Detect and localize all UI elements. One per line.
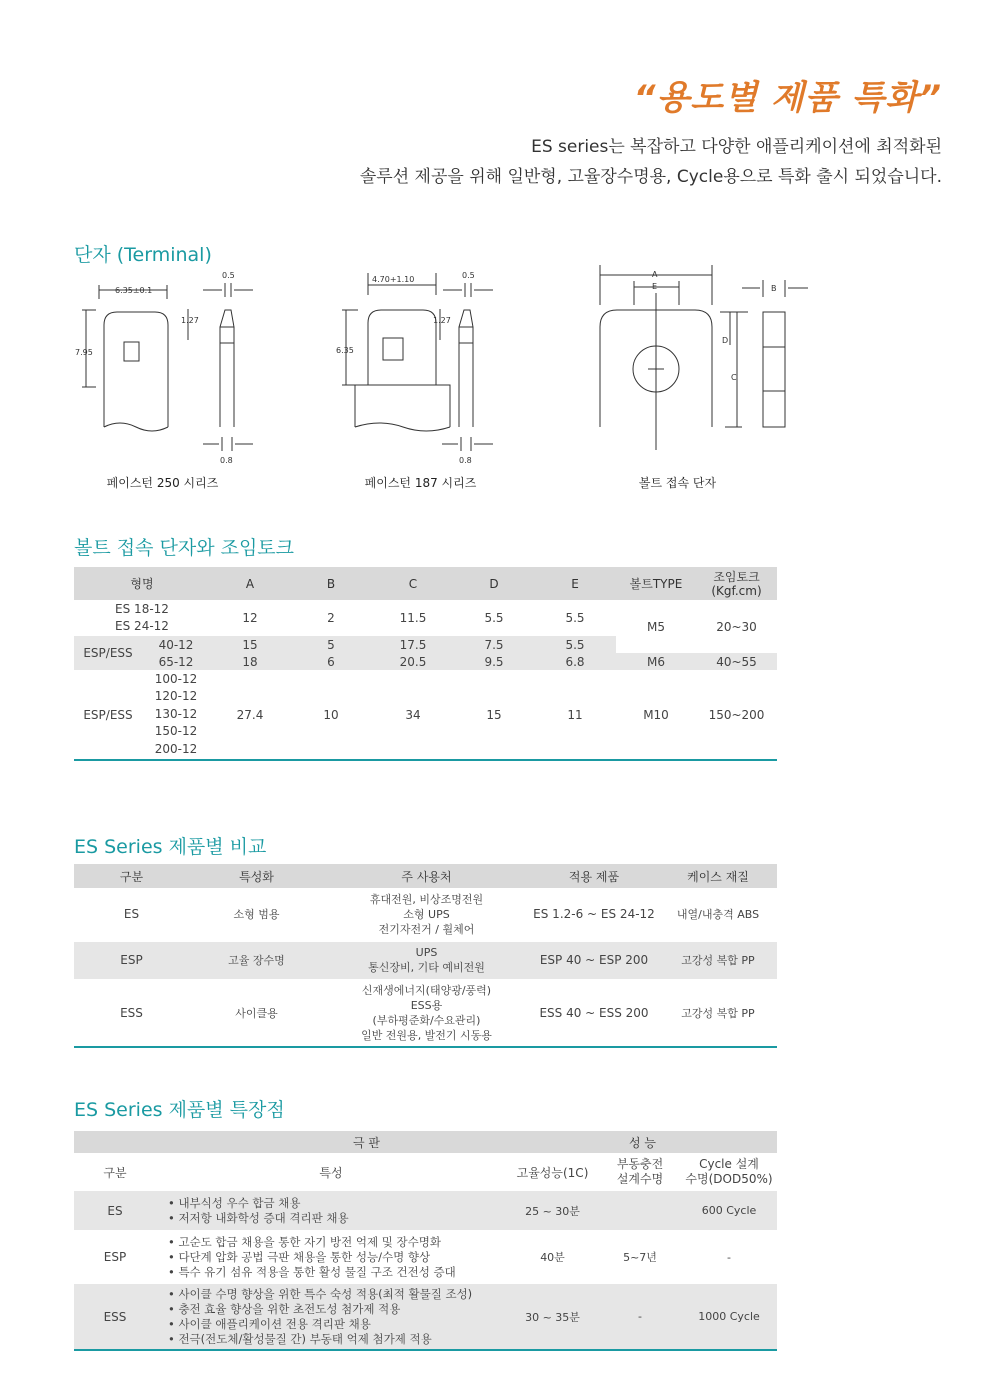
ft-ess-rate: 30 ~ 35분 xyxy=(525,1310,580,1324)
cell-65-a: 18 xyxy=(242,654,258,669)
f250-height-label: 7.95 xyxy=(75,348,93,357)
f250-tip-label: 1.27 xyxy=(181,316,199,325)
cmp-esp-type: ESP xyxy=(120,953,143,968)
ft-esp-cycle: - xyxy=(727,1250,731,1264)
cell-m10-torque: 150~200 xyxy=(708,707,765,722)
cmp-esp-feature: 고율 장수명 xyxy=(228,954,285,968)
torque-table xyxy=(74,567,777,761)
cmp-ess-usage-4: 일반 전원용, 발전기 시동용 xyxy=(361,1028,492,1042)
ft-es-traits xyxy=(156,1191,506,1230)
ft-es-rate: 25 ~ 30분 xyxy=(525,1204,580,1218)
cell-es-e: 5.5 xyxy=(565,611,585,625)
cell-large-group: ESP/ESS xyxy=(83,707,133,722)
cell-40-b: 5 xyxy=(327,637,335,652)
caption-faston-187: 페이스턴 187 시리즈 xyxy=(364,476,477,490)
terminal-drawings xyxy=(70,265,830,475)
bolt-dim-d: D xyxy=(722,336,729,345)
compare-row-esp xyxy=(74,941,777,979)
terminal-section-title: 단자 (Terminal) xyxy=(74,244,212,266)
cell-m6-bolt: M6 xyxy=(647,654,665,669)
cmp-esp-case: 고강성 복합 PP xyxy=(681,954,755,968)
cmp-esp-product: ESP 40 ~ ESP 200 xyxy=(539,953,649,968)
cmp-ess-usage xyxy=(324,979,529,1047)
cmp-es-feature: 소형 범용 xyxy=(233,908,280,922)
features-header-row xyxy=(74,1153,777,1191)
th-torque xyxy=(696,567,777,600)
th-d: D xyxy=(489,576,499,591)
th-f-float-2: 설계수명 xyxy=(616,1172,664,1186)
ft-ess-trait-4: • 전극(전도체/활성물질 간) 부동태 억제 첨가제 적용 xyxy=(168,1331,432,1346)
th-usage: 주 사용처 xyxy=(401,869,452,884)
cmp-ess-type: ESS xyxy=(120,1005,143,1020)
th-f-cycle-1: Cycle 설계 xyxy=(699,1157,759,1171)
ft-es-type: ES xyxy=(107,1203,123,1218)
th-case: 케이스 재질 xyxy=(687,869,749,884)
cell-large-c: 34 xyxy=(405,707,421,722)
cmp-ess-usage-3: (부하평준화/수요관리) xyxy=(372,1013,481,1027)
f187-height-label: 6.35 xyxy=(336,346,354,355)
compare-header-row xyxy=(74,864,777,888)
model-65-12: 65-12 xyxy=(158,654,194,669)
cell-es-a: 12 xyxy=(242,611,258,625)
caption-bolt-terminal: 볼트 접속 단자 xyxy=(638,476,717,490)
cmp-es-product: ES 1.2-6 ~ ES 24-12 xyxy=(533,907,655,922)
compare-row-es xyxy=(74,888,777,941)
ft-es-trait-1: • 내부식성 우수 합금 채용 xyxy=(168,1195,301,1210)
th-a: A xyxy=(245,576,255,591)
ft-ess-float: - xyxy=(638,1310,642,1323)
ft-es-cycle: 600 Cycle xyxy=(701,1204,757,1217)
th-model: 형명 xyxy=(130,577,154,591)
model-40-12: 40-12 xyxy=(158,637,194,652)
cell-65-d: 9.5 xyxy=(484,654,504,669)
th-f-type: 구분 xyxy=(103,1165,127,1180)
f187-tip-label: 1.27 xyxy=(433,316,451,325)
cmp-es-type: ES xyxy=(123,907,140,922)
ft-esp-rate: 40분 xyxy=(540,1251,565,1264)
faston-187-drawing xyxy=(336,271,493,465)
th-group-plate: 극 판 xyxy=(353,1135,380,1150)
compare-table xyxy=(74,864,777,1048)
th-f-cycle-2: 수명(DOD50%) xyxy=(685,1172,773,1186)
ft-esp-traits xyxy=(156,1230,506,1284)
model-120-12: 120-12 xyxy=(154,689,198,704)
cell-m6-torque: 40~55 xyxy=(716,654,757,669)
cmp-ess-feature: 사이클용 xyxy=(235,1006,278,1020)
ft-ess-trait-2: • 충전 효율 향상을 위한 초전도성 첨가제 적용 xyxy=(168,1301,401,1316)
th-f-cycle xyxy=(681,1153,777,1191)
model-es24: ES 24-12 xyxy=(115,619,169,633)
th-torque-unit: (Kgf.cm) xyxy=(711,583,762,598)
th-e: E xyxy=(571,576,579,591)
cmp-es-usage-2: 소형 UPS xyxy=(403,907,450,921)
faston-250-drawing xyxy=(75,271,253,465)
th-f-rate: 고율성능(1C) xyxy=(516,1165,589,1180)
caption-faston-250: 페이스턴 250 시리즈 xyxy=(106,476,219,490)
cell-65-e: 6.8 xyxy=(565,654,585,669)
cell-m10-bolt: M10 xyxy=(643,707,669,722)
ft-esp-float: 5~7년 xyxy=(623,1251,657,1264)
compare-row-ess xyxy=(74,979,777,1047)
features-section-title: ES Series 제품별 특장점 xyxy=(74,1099,285,1121)
cmp-ess-usage-1: 신재생에너지(태양광/풍력) xyxy=(361,983,492,997)
cmp-ess-usage-2: ESS용 xyxy=(410,998,443,1012)
cell-es-d: 5.5 xyxy=(484,611,504,625)
features-group-row xyxy=(74,1131,777,1153)
th-c: C xyxy=(408,576,418,591)
th-bolt-type: 볼트TYPE xyxy=(629,577,683,591)
page-title: “용도별 제품 특화” xyxy=(633,78,942,118)
ft-esp-trait-3: • 특수 유기 섬유 적용을 통한 활성 물질 구조 건전성 증대 xyxy=(168,1264,456,1279)
cmp-ess-case: 고강성 복합 PP xyxy=(681,1006,755,1020)
ft-ess-traits xyxy=(156,1284,506,1350)
cell-40-e: 5.5 xyxy=(565,637,585,652)
intro-line-1: ES series는 복잡하고 다양한 애플리케이션에 최적화된 xyxy=(531,137,942,157)
model-200-12: 200-12 xyxy=(154,741,198,756)
cell-es-models xyxy=(74,600,210,636)
model-150-12: 150-12 xyxy=(154,724,198,739)
bolt-dim-b: B xyxy=(771,284,777,293)
th-feature: 특성화 xyxy=(239,869,274,884)
torque-row-esp-65 xyxy=(74,653,777,670)
f250-width-label: 6.35±0.1 xyxy=(115,286,153,295)
ft-esp-trait-1: • 고순도 합금 채용을 통한 자기 방전 억제 및 장수명화 xyxy=(168,1234,441,1249)
cell-es-b: 2 xyxy=(327,611,335,625)
f187-width-label: 4.70+1.10 xyxy=(372,275,415,284)
f187-thick-bottom: 0.8 xyxy=(459,456,472,465)
cmp-esp-usage xyxy=(324,941,529,979)
f187-thick-top: 0.5 xyxy=(462,271,475,280)
features-row-es xyxy=(74,1191,777,1230)
compare-section-title: ES Series 제품별 비교 xyxy=(74,836,267,858)
cmp-ess-product: ESS 40 ~ ESS 200 xyxy=(539,1005,649,1020)
cell-65-b: 6 xyxy=(327,654,335,669)
cell-large-b: 10 xyxy=(323,707,339,722)
torque-header-row xyxy=(74,567,777,600)
cell-65-c: 20.5 xyxy=(399,654,427,669)
model-130-12: 130-12 xyxy=(154,706,198,721)
th-product: 적용 제품 xyxy=(568,869,620,884)
f250-thick-top: 0.5 xyxy=(222,271,235,280)
ft-ess-trait-3: • 사이클 애플리케이션 전용 격리판 채용 xyxy=(168,1316,371,1331)
ft-ess-cycle: 1000 Cycle xyxy=(698,1310,760,1323)
cell-40-a: 15 xyxy=(242,637,258,652)
ft-ess-trait-1: • 사이클 수명 향상을 위한 특수 숙성 적용(최적 활물질 조성) xyxy=(168,1286,473,1301)
torque-row-esp-large xyxy=(74,670,777,760)
ft-esp-trait-2: • 다단계 압화 공법 극판 채용을 통한 성능/수명 향상 xyxy=(168,1249,431,1264)
th-f-float-1: 부동충전 xyxy=(616,1157,664,1171)
features-table xyxy=(74,1131,777,1351)
cmp-esp-usage-2: 통신장비, 기타 예비전원 xyxy=(368,961,485,975)
features-row-esp xyxy=(74,1230,777,1284)
torque-section-title: 볼트 접속 단자와 조임토크 xyxy=(74,537,295,559)
cmp-es-usage-1: 휴대전원, 비상조명전원 xyxy=(369,892,484,906)
th-f-float xyxy=(599,1153,681,1191)
cell-esp-group: ESP/ESS xyxy=(83,646,133,660)
cell-large-models xyxy=(142,670,210,760)
cell-40-c: 17.5 xyxy=(399,637,427,652)
cell-large-e: 11 xyxy=(567,707,583,722)
ft-es-float xyxy=(599,1191,681,1230)
f250-thick-bottom: 0.8 xyxy=(220,456,233,465)
bolt-dim-c: C xyxy=(731,373,737,382)
intro-text xyxy=(360,132,942,192)
intro-line-2: 솔루션 제공을 위해 일반형, 고율장수명용, Cycle용으로 특화 출시 되었습니다. xyxy=(359,167,942,187)
model-100-12: 100-12 xyxy=(154,671,198,686)
cell-es-c: 11.5 xyxy=(399,611,427,625)
cmp-es-usage-3: 전기자전거 / 휠체어 xyxy=(378,922,475,936)
cmp-es-case: 내열/내충격 ABS xyxy=(676,908,760,922)
th-group-performance: 성 능 xyxy=(629,1135,656,1150)
cell-large-d: 15 xyxy=(486,707,502,722)
features-row-ess xyxy=(74,1284,777,1350)
cell-m5-bolt: M5 xyxy=(647,619,665,634)
ft-es-trait-2: • 저저항 내화학성 증대 격리판 채용 xyxy=(168,1210,349,1225)
cmp-es-usage xyxy=(324,888,529,941)
bolt-terminal-drawing xyxy=(600,265,808,450)
cell-40-d: 7.5 xyxy=(484,637,504,652)
ft-ess-type: ESS xyxy=(103,1309,127,1324)
bolt-dim-a: A xyxy=(652,270,658,279)
cmp-esp-usage-1: UPS xyxy=(415,946,438,960)
th-torque-label: 조임토크 xyxy=(713,569,760,584)
ft-esp-type: ESP xyxy=(103,1250,127,1264)
cell-m5-torque: 20~30 xyxy=(716,619,757,634)
th-b: B xyxy=(326,576,336,591)
th-f-trait: 특성 xyxy=(319,1165,343,1180)
cell-large-a: 27.4 xyxy=(236,707,264,722)
torque-row-es xyxy=(74,600,777,636)
th-type: 구분 xyxy=(119,869,144,884)
model-es18: ES 18-12 xyxy=(115,602,169,616)
bolt-dim-e: E xyxy=(652,282,658,291)
